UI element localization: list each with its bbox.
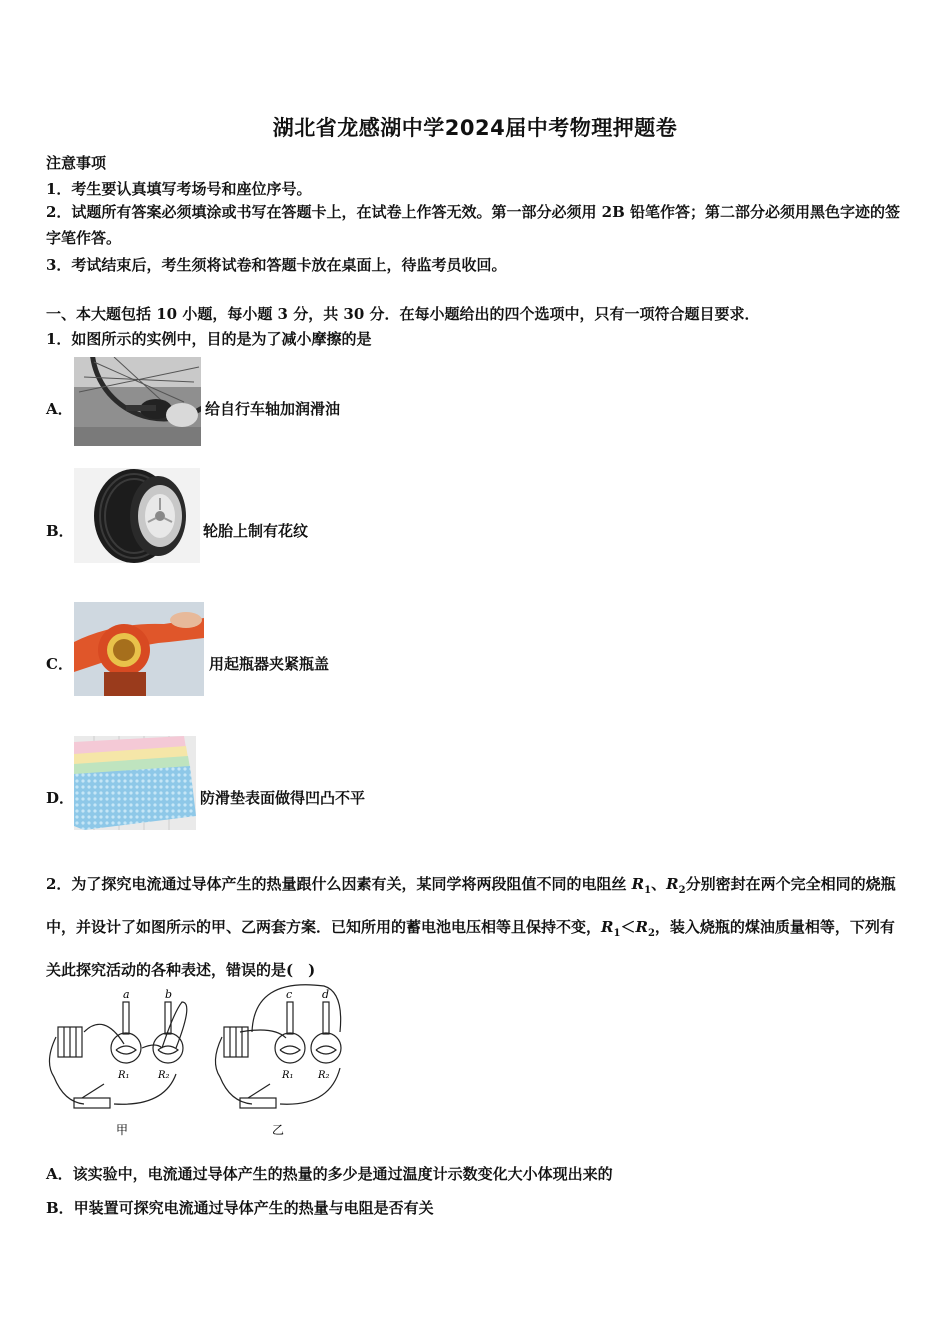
- notice-item-3: 3．考试结束后，考生须将试卷和答题卡放在桌面上，待监考员收回。: [46, 256, 507, 274]
- q1-option-c-letter: C．: [46, 655, 73, 673]
- caption-jia: 甲: [116, 1123, 129, 1137]
- anti-slip-mat-photo-icon: [74, 736, 196, 830]
- label-b: b: [165, 988, 173, 1001]
- notice-item-1: 1．考生要认真填写考场号和座位序号。: [46, 180, 312, 198]
- q1-option-d-letter: D．: [46, 789, 75, 807]
- r2-subscript: 2: [678, 885, 686, 896]
- bicycle-oil-photo-icon: [74, 357, 201, 446]
- cmp-r2-subscript: 2: [647, 928, 655, 939]
- q1-option-c-text: 用起瓶器夹紧瓶盖: [209, 655, 330, 673]
- q1-option-b-text: 轮胎上制有花纹: [203, 522, 309, 540]
- label-r1-left: R₁: [118, 1070, 130, 1081]
- q1-option-d-text: 防滑垫表面做得凹凸不平: [200, 789, 366, 807]
- label-c: c: [286, 988, 293, 1001]
- circuit-diagram: [44, 982, 354, 1142]
- question-1-stem: 1．如图所示的实例中，目的是为了减小摩擦的是: [46, 330, 372, 348]
- q1-option-a-text: 给自行车轴加润滑油: [205, 400, 341, 418]
- notice-item-2: 2．试题所有答案必须填涂或书写在答题卡上，在试卷上作答无效。第一部分必须用 2B 铅笔作答；第二部分必须用黑色字迹的签字笔作答。: [46, 203, 901, 247]
- r2-symbol: R: [666, 875, 679, 893]
- label-a: a: [123, 988, 130, 1001]
- q2-separator: 、: [651, 875, 667, 893]
- question-2-stem: [46, 866, 908, 989]
- notice-heading: 注意事项: [46, 154, 107, 172]
- label-d: d: [322, 988, 330, 1001]
- less-than-sign: ＜: [620, 918, 636, 936]
- bottle-opener-photo-icon: [74, 602, 204, 696]
- q2-option-a: A．该实验中，电流通过导体产生的热量的多少是通过温度计示数变化大小体现出来的: [46, 1165, 613, 1183]
- r1-symbol: R: [631, 875, 645, 893]
- q2-stem-part-1: 2．为了探究电流通过导体产生的热量跟什么因素有关，某同学将两段阻值不同的电阻丝: [46, 875, 632, 893]
- cmp-r2-symbol: R: [635, 918, 648, 936]
- label-r2-right: R₂: [318, 1070, 330, 1081]
- q2-stem-part-2: 分别密封在两个完全相同的烧瓶中，并设计了如图所示的甲、乙两套方案．已知所用的蓄电池电压相等且保持不变，: [46, 875, 896, 936]
- tire-photo-icon: [74, 468, 200, 563]
- cmp-r1-symbol: R: [601, 918, 614, 936]
- q1-option-b-letter: B．: [46, 522, 74, 540]
- label-r2-left: R₂: [158, 1070, 170, 1081]
- label-r1-right: R₁: [282, 1070, 294, 1081]
- r1-subscript: 1: [644, 885, 652, 896]
- q2-option-b: B．甲装置可探究电流通过导体产生的热量与电阻是否有关: [46, 1199, 434, 1217]
- page-title: 湖北省龙感湖中学2024届中考物理押题卷: [272, 116, 678, 140]
- caption-yi: 乙: [272, 1123, 285, 1137]
- q1-option-a-letter: A．: [46, 400, 73, 418]
- section-1-heading: 一、本大题包括 10 小题，每小题 3 分，共 30 分．在每小题给出的四个选项中，只有一项符合题目要求．: [46, 305, 760, 323]
- cmp-r1-subscript: 1: [613, 928, 621, 939]
- q2-stem-part-3: ，装入烧瓶的煤油质量相等，下列有关此探究活动的各种表述，错误的是( ): [46, 918, 895, 979]
